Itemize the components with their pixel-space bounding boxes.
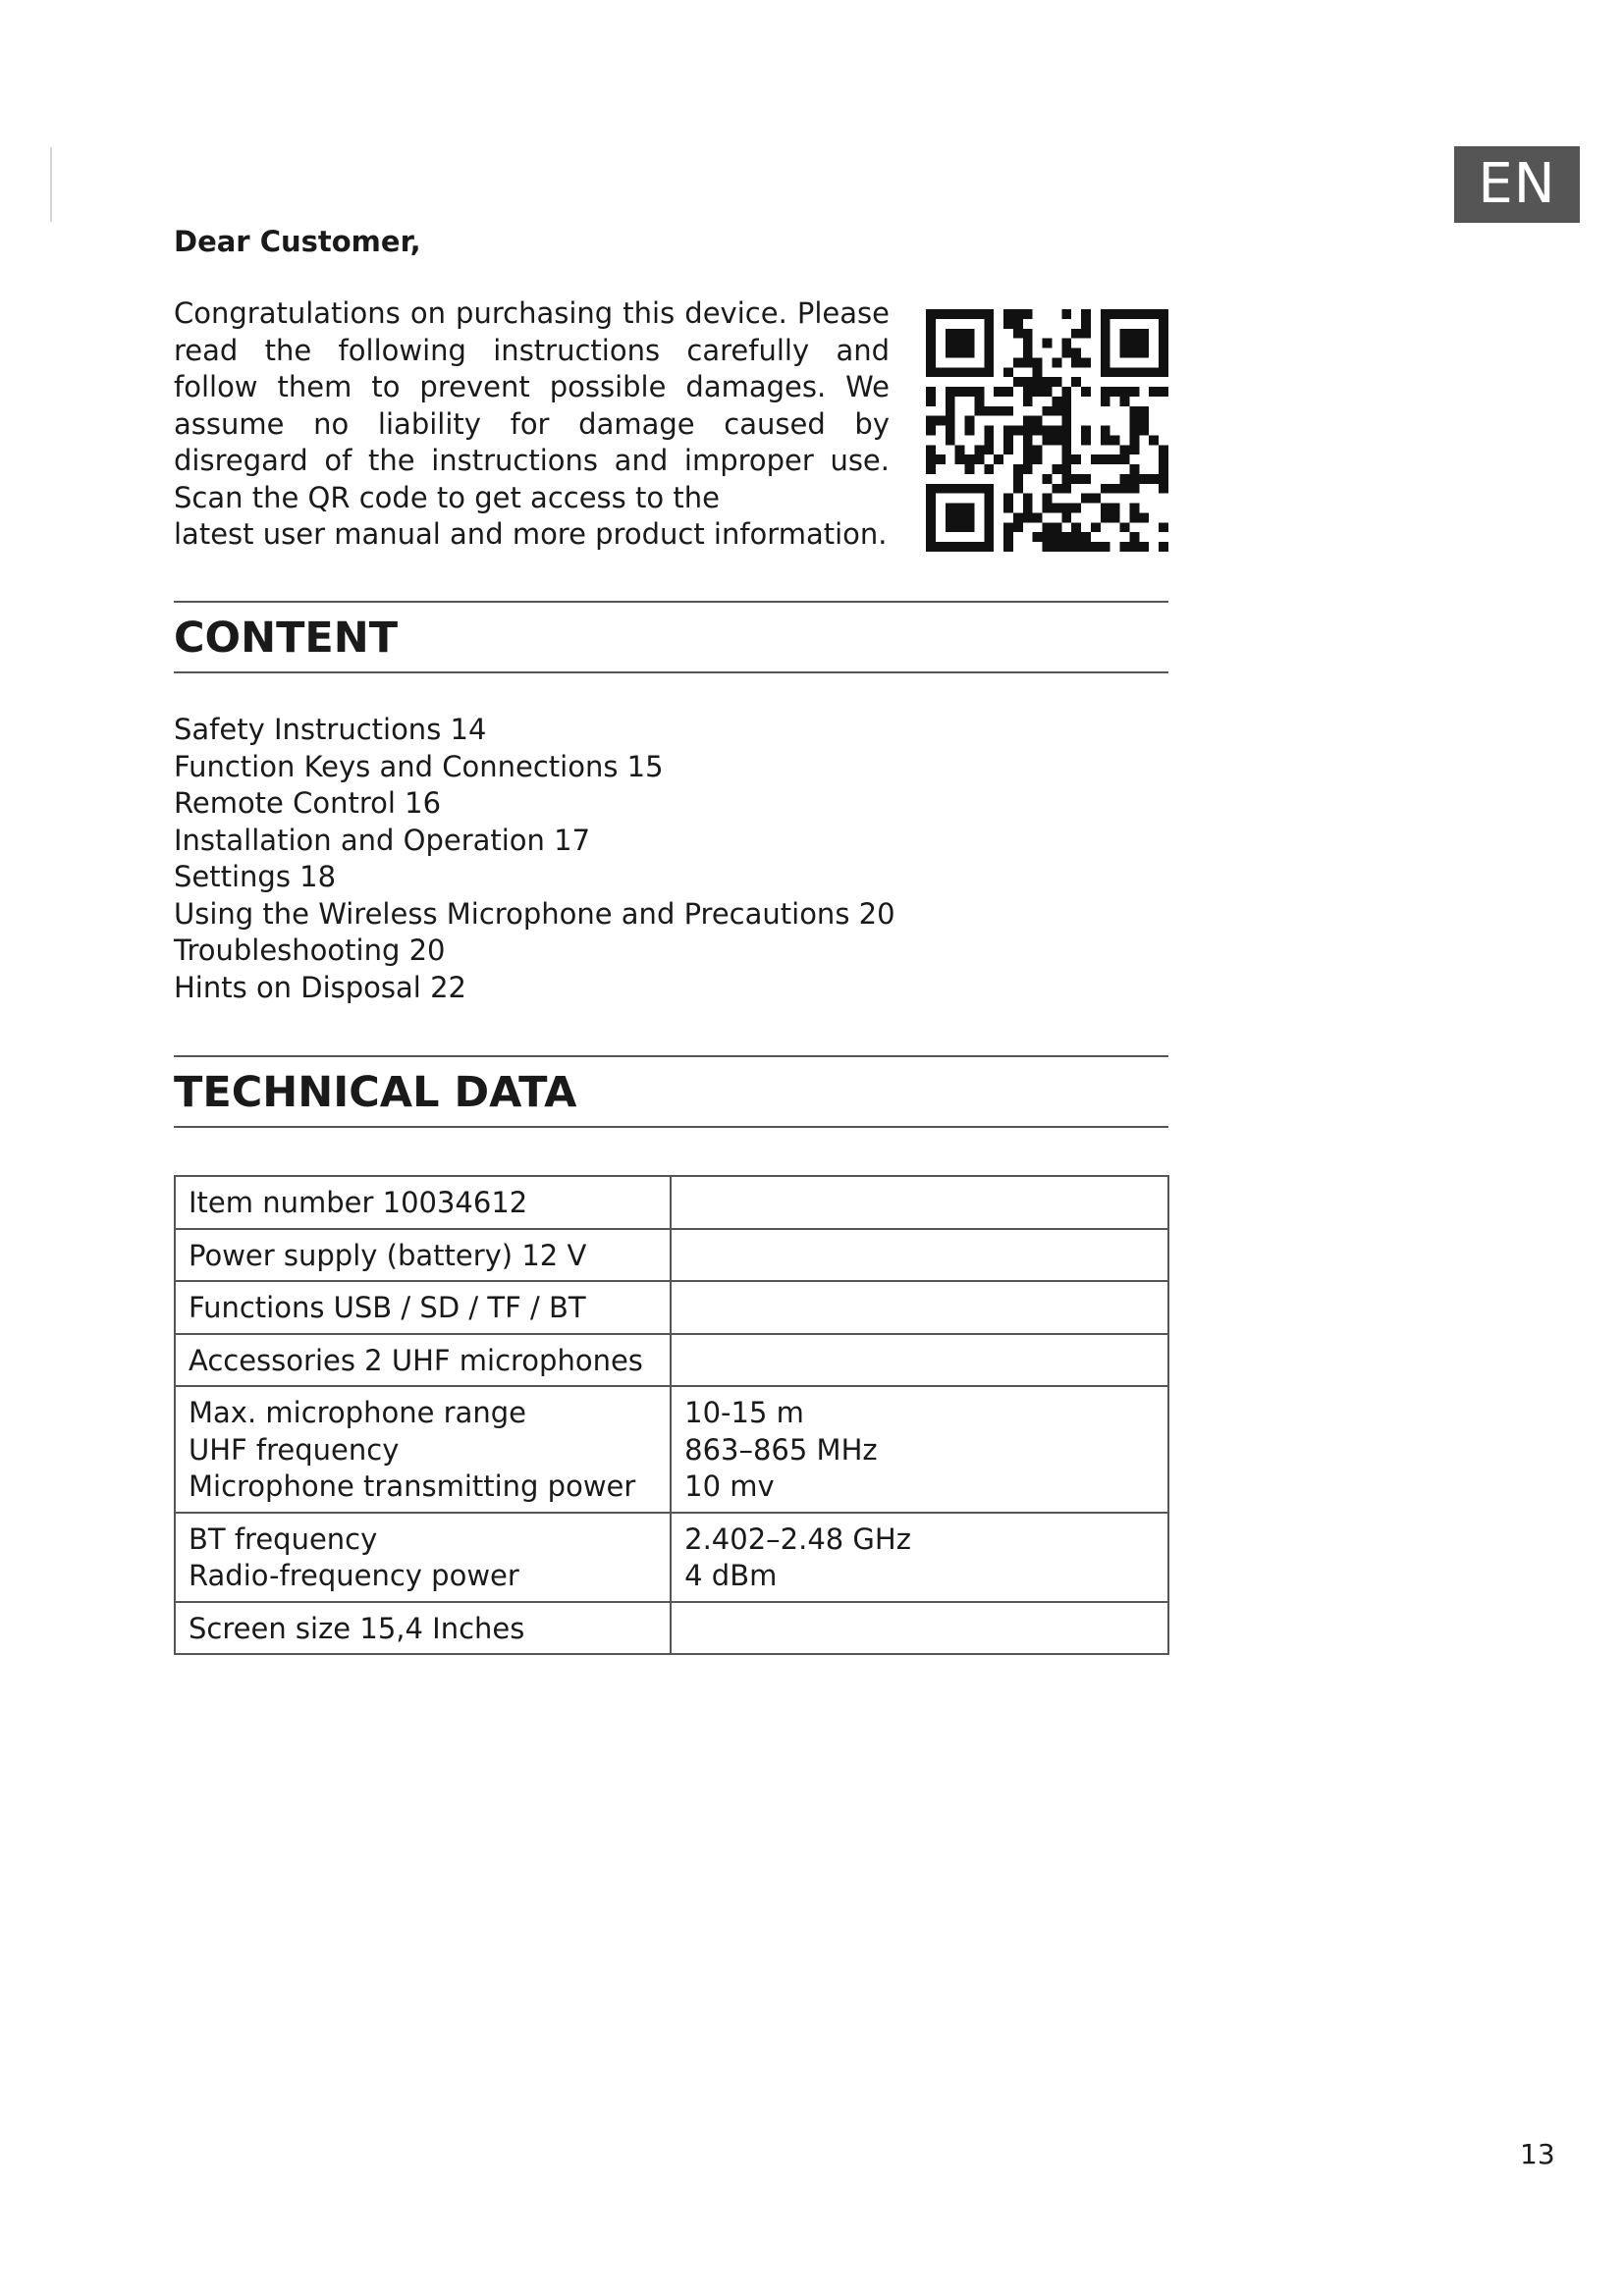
spec-label: Item number 10034612	[189, 1186, 528, 1219]
toc-item: Troubleshooting 20	[174, 934, 446, 967]
table-row	[175, 1281, 1168, 1334]
spec-label-cell	[175, 1602, 671, 1655]
toc-item: Function Keys and Connections 15	[174, 749, 664, 783]
spec-label: Power supply (battery) 12 V	[189, 1238, 587, 1272]
toc-item: Hints on Disposal 22	[174, 970, 466, 1004]
greeting: Dear Customer,	[174, 225, 421, 258]
spec-label: Screen size 15,4 Inches	[189, 1611, 525, 1645]
spec-label: Max. microphone range	[189, 1396, 526, 1429]
spec-label: Accessories 2 UHF microphones	[189, 1343, 643, 1377]
toc-item: Safety Instructions 14	[174, 713, 487, 746]
spec-value-cell	[671, 1334, 1168, 1387]
qr-code-icon	[926, 309, 1168, 552]
spec-label: UHF frequency	[189, 1432, 400, 1467]
spec-value-cell	[671, 1386, 1168, 1513]
table-row	[175, 1176, 1168, 1229]
spec-label: Functions USB / SD / TF / BT	[189, 1291, 586, 1324]
intro-paragraph	[174, 295, 890, 554]
table-row	[175, 1229, 1168, 1282]
table-row	[175, 1513, 1168, 1602]
spec-value: 4 dBm	[684, 1559, 778, 1592]
spec-value: 2.402–2.48 GHz	[684, 1522, 911, 1556]
spec-label: Radio-frequency power	[189, 1559, 519, 1592]
spec-value-cell	[671, 1229, 1168, 1282]
toc-item: Settings 18	[174, 860, 337, 893]
intro-text: Congratulations on purchasing this device. Please read the following instructions carefully and follow them to prevent possible damages. We assume no liability for damage caused by disregard of the instructions and improper use. Scan the QR code to get access to the	[174, 296, 890, 514]
spec-label: Microphone transmitting power	[189, 1469, 636, 1503]
language-badge: EN	[1454, 146, 1580, 223]
spec-label-cell	[175, 1513, 671, 1602]
spec-value-cell	[671, 1176, 1168, 1229]
spec-label-cell	[175, 1229, 671, 1282]
table-of-contents	[174, 712, 895, 1006]
spec-label-cell	[175, 1176, 671, 1229]
spec-label-cell	[175, 1281, 671, 1334]
intro-text-last-line: latest user manual and more product information.	[174, 517, 888, 551]
spec-value: 10 mv	[684, 1469, 775, 1503]
table-row	[175, 1386, 1168, 1513]
page-number: 13	[1520, 2138, 1555, 2170]
content-heading: CONTENT	[174, 601, 1168, 673]
toc-item: Using the Wireless Microphone and Precautions 20	[174, 896, 895, 931]
spec-value: 10-15 m	[684, 1396, 804, 1429]
spec-label-cell	[175, 1386, 671, 1513]
spec-label-cell	[175, 1334, 671, 1387]
spec-value: 863–865 MHz	[684, 1432, 878, 1467]
margin-rule	[50, 147, 52, 222]
table-row	[175, 1334, 1168, 1387]
technical-data-table	[174, 1175, 1169, 1655]
technical-data-heading: TECHNICAL DATA	[174, 1055, 1168, 1128]
spec-value-cell	[671, 1602, 1168, 1655]
toc-item: Remote Control 16	[174, 786, 442, 820]
spec-value-cell	[671, 1281, 1168, 1334]
spec-value-cell	[671, 1513, 1168, 1602]
toc-item: Installation and Operation 17	[174, 823, 591, 857]
table-row	[175, 1602, 1168, 1655]
spec-label: BT frequency	[189, 1522, 378, 1556]
